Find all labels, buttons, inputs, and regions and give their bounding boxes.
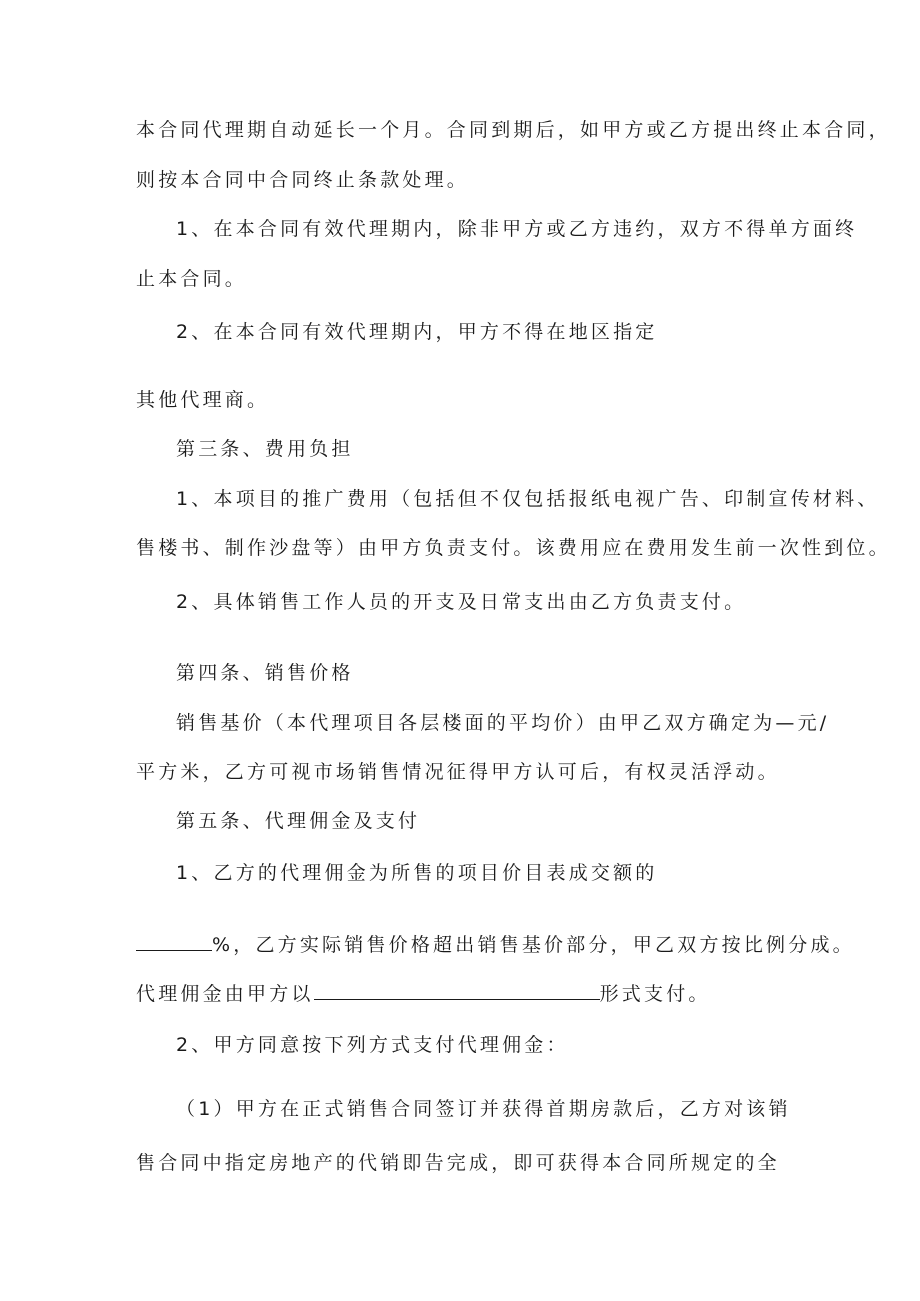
payment-form-blank — [314, 979, 600, 1000]
commission-payment-text-after: 形式支付。 — [599, 983, 711, 1005]
clause-1-line-2: 止本合同。 — [136, 268, 248, 290]
commission-percent-text: %，乙方实际销售价格超出销售基价部分，甲乙双方按比例分成。 — [212, 934, 855, 956]
payment-item-1-line-1: （1）甲方在正式销售合同签订并获得首期房款后，乙方对该销 — [176, 1098, 791, 1120]
cost-clause-1-line-2: 售楼书、制作沙盘等）由甲方负责支付。该费用应在费用发生前一次性到位。 — [136, 537, 891, 559]
commission-clause-2: 2、甲方同意按下列方式支付代理佣金： — [176, 1034, 569, 1056]
payment-item-1-line-2: 售合同中指定房地产的代销即告完成，即可获得本合同所规定的全 — [136, 1152, 780, 1174]
clause-1-line-1: 1、在本合同有效代理期内，除非甲方或乙方违约，双方不得单方面终 — [176, 218, 858, 240]
paragraph-line-2: 则按本合同中合同终止条款处理。 — [136, 169, 470, 191]
price-line-2: 平方米，乙方可视市场销售情况征得甲方认可后，有权灵活浮动。 — [136, 761, 780, 783]
cost-clause-2: 2、具体销售工作人员的开支及日常支出由乙方负责支付。 — [176, 591, 747, 613]
clause-2-line-1: 2、在本合同有效代理期内，甲方不得在地区指定 — [176, 321, 658, 343]
commission-clause-1-line-1: 1、乙方的代理佣金为所售的项目价目表成交额的 — [176, 862, 658, 884]
cost-clause-1-line-1: 1、本项目的推广费用（包括但不仅包括报纸电视广告、印制宣传材料、 — [176, 488, 880, 510]
commission-clause-1-line-2 — [136, 930, 855, 958]
paragraph-line-1: 本合同代理期自动延长一个月。合同到期后，如甲方或乙方提出终止本合同， — [136, 119, 891, 141]
percentage-blank — [136, 930, 212, 951]
section-heading-4: 第四条、销售价格 — [176, 662, 354, 684]
commission-payment-line — [136, 979, 711, 1007]
clause-2-line-2: 其他代理商。 — [136, 389, 270, 411]
price-line-1: 销售基价（本代理项目各层楼面的平均价）由甲乙双方确定为—元/ — [176, 712, 830, 734]
section-heading-3: 第三条、费用负担 — [176, 438, 354, 460]
commission-payment-text-before: 代理佣金由甲方以 — [136, 983, 314, 1005]
section-heading-5: 第五条、代理佣金及支付 — [176, 810, 421, 832]
